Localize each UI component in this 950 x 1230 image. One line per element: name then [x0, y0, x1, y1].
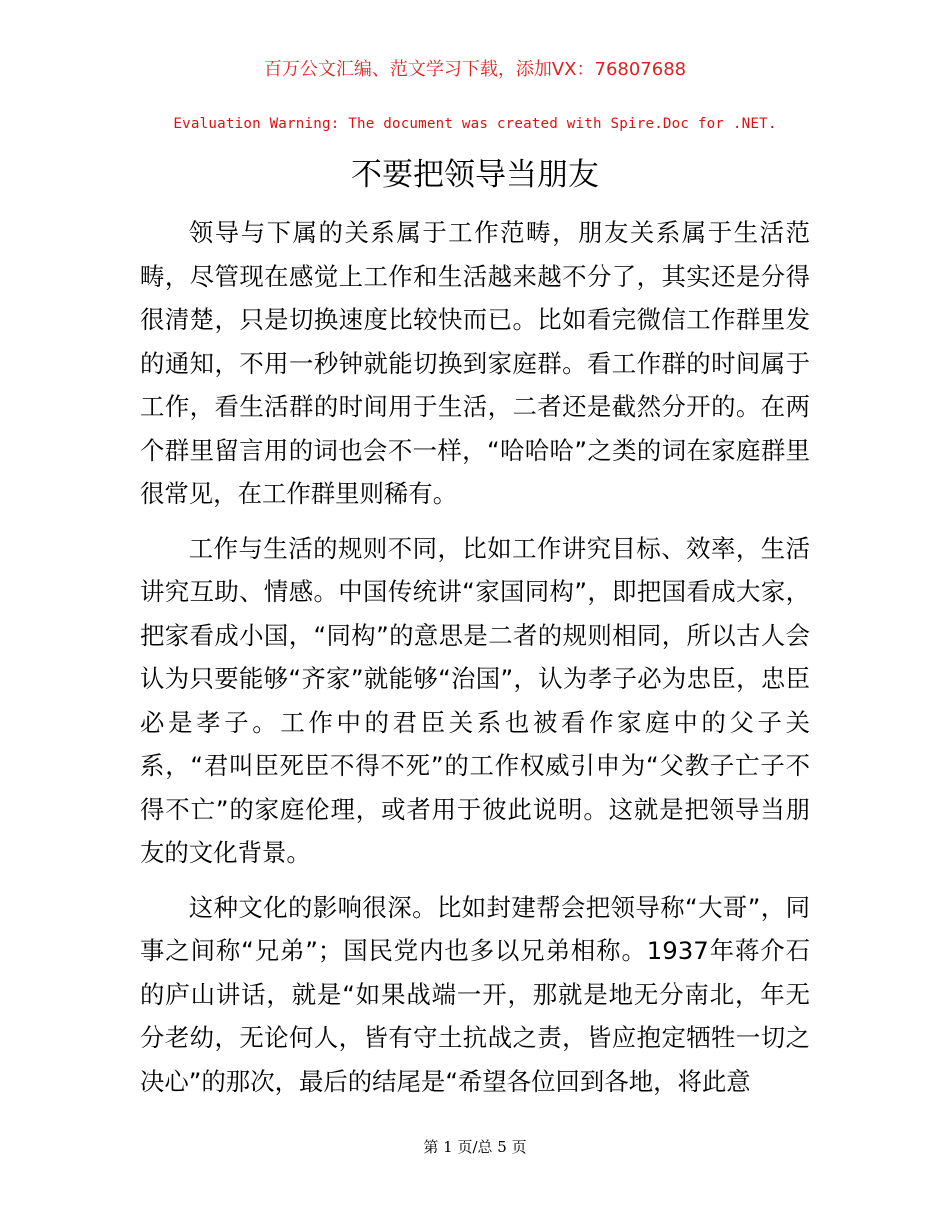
header-ad-text: 百万公文汇编、范文学习下载，添加VX：76807688 — [263, 59, 687, 80]
document-title: 不要把领导当朋友 — [351, 157, 599, 193]
document-body — [140, 211, 810, 1114]
body-paragraph-2: 工作与生活的规则不同，比如工作讲究目标、效率，生活讲究互助、情感。中国传统讲“家国同构”，即把国看成大家，把家看成小国，“同构”的意思是二者的规则相同，所以古人会认为只要能够“齐家”就能够“治国”，认为孝子必为忠臣，忠臣必是孝子。工作中的君臣关系也被看作家庭中的父子关系，“君叫臣死臣不得不死”的工作权威引申为“父教子亡子不得不亡”的家庭伦理，或者用于彼此说明。这就是把领导当朋友的文化背景。 — [140, 533, 810, 867]
body-paragraph-3: 这种文化的影响很深。比如封建帮会把领导称“大哥”，同事之间称“兄弟”；国民党内也多以兄弟相称。1937年蒋介石的庐山讲话，就是“如果战端一开，那就是地无分南北，年无分老幼，无论何人，皆有守土抗战之责，皆应抱定牺牲一切之决心”的那次，最后的结尾是“希望各位回到各地，将此意 — [140, 892, 810, 1096]
evaluation-warning: Evaluation Warning: The document was created with Spire.Doc for .NET. — [173, 116, 777, 132]
page-footer: 第 1 页/总 5 页 — [423, 1138, 527, 1156]
body-paragraph-1: 领导与下属的关系属于工作范畴，朋友关系属于生活范畴，尽管现在感觉上工作和生活越来越不分了，其实还是分得很清楚，只是切换速度比较快而已。比如看完微信工作群里发的通知，不用一秒钟就能切换到家庭群。看工作群的时间属于工作，看生活群的时间用于生活，二者还是截然分开的。在两个群里留言用的词也会不一样，“哈哈哈”之类的词在家庭群里很常见，在工作群里则稀有。 — [140, 218, 810, 508]
